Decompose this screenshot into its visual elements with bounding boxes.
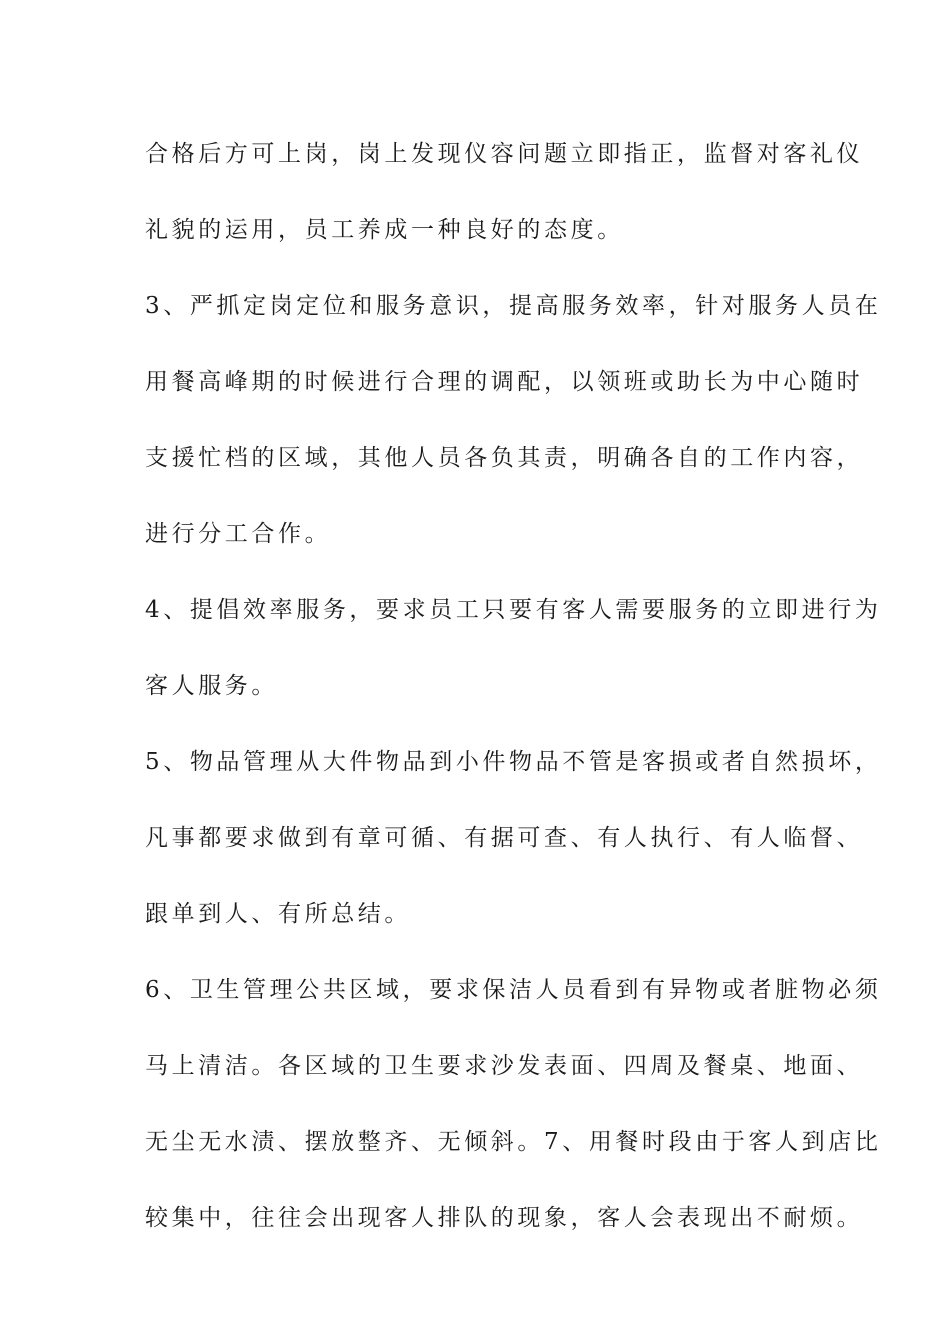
text-line: 马上清洁。各区域的卫生要求沙发表面、四周及餐桌、地面、 — [145, 1053, 864, 1079]
text-line: 无尘无水渍、摆放整齐、无倾斜。7、用餐时段由于客人到店比 — [145, 1129, 882, 1155]
text-line: 客人服务。 — [145, 673, 278, 699]
text-line: 4、提倡效率服务，要求员工只要有客人需要服务的立即进行为 — [145, 597, 882, 623]
text-line: 3、严抓定岗定位和服务意识，提高服务效率，针对服务人员在 — [145, 293, 882, 319]
text-line: 凡事都要求做到有章可循、有据可查、有人执行、有人临督、 — [145, 825, 864, 851]
text-line: 5、物品管理从大件物品到小件物品不管是客损或者自然损坏， — [145, 749, 882, 775]
text-line: 用餐高峰期的时候进行合理的调配，以领班或助长为中心随时 — [145, 369, 864, 395]
text-line: 合格后方可上岗，岗上发现仪容问题立即指正，监督对客礼仪 — [145, 141, 864, 167]
text-line: 支援忙档的区域，其他人员各负其责，明确各自的工作内容， — [145, 445, 864, 471]
body-text — [145, 128, 882, 1268]
text-line: 跟单到人、有所总结。 — [145, 901, 411, 927]
text-line: 较集中，往往会出现客人排队的现象，客人会表现出不耐烦。 — [145, 1205, 864, 1231]
text-line: 礼貌的运用，员工养成一种良好的态度。 — [145, 217, 624, 243]
text-line: 进行分工合作。 — [145, 521, 332, 547]
text-line: 6、卫生管理公共区域，要求保洁人员看到有异物或者脏物必须 — [145, 977, 882, 1003]
